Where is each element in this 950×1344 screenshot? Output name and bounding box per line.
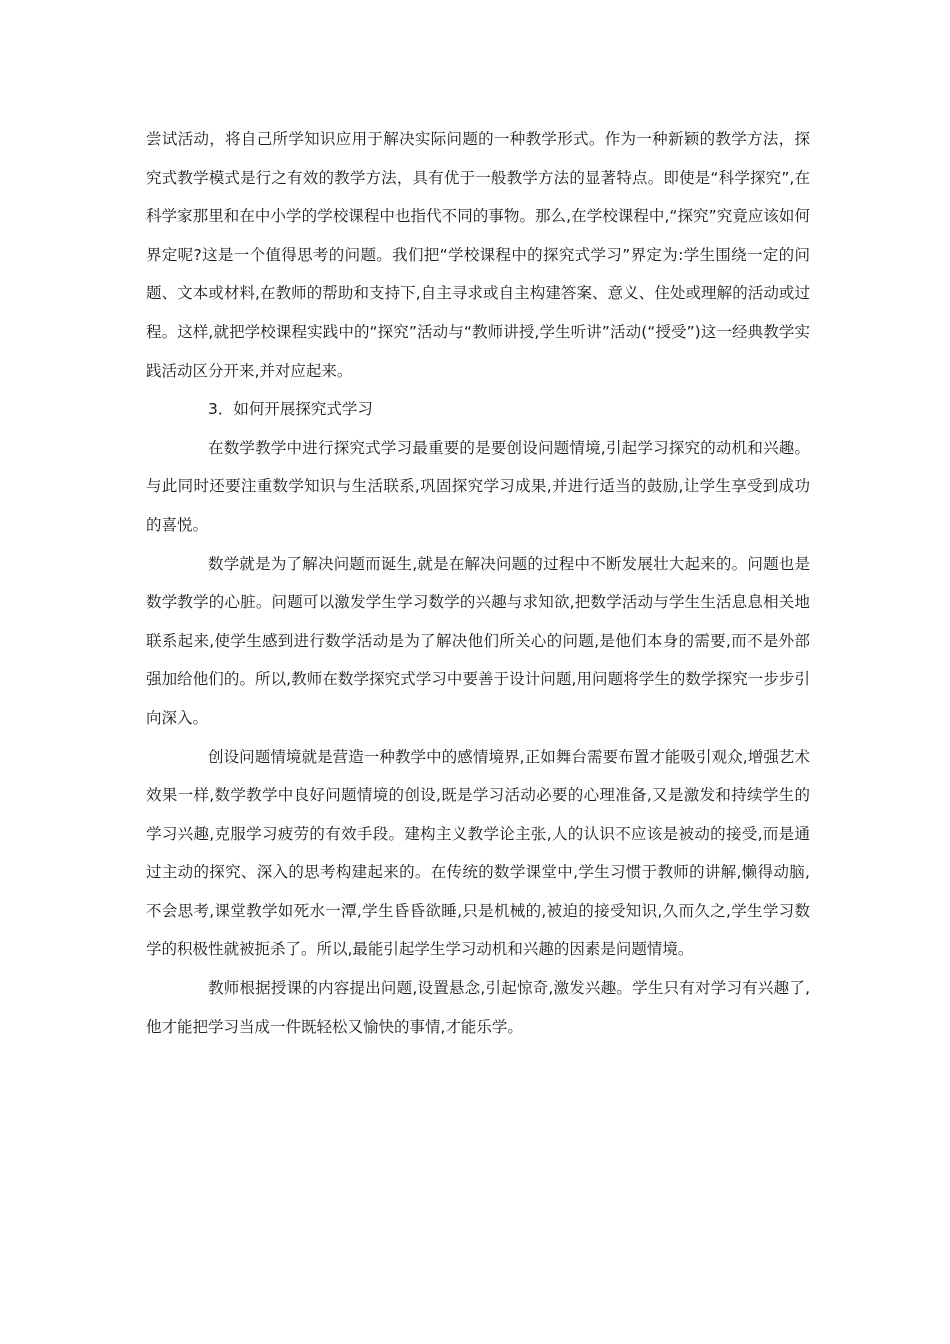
section-heading: 3．如何开展探究式学习 [208, 400, 373, 419]
paragraph: 在数学教学中进行探究式学习最重要的是要创设问题情境,引起学习探究的动机和兴趣。与此同时还要注重数学知识与生活联系,巩固探究学习成果,并进行适当的鼓励,让学生享受到成功的喜悦。 [146, 438, 810, 534]
paragraph: 创设问题情境就是营造一种教学中的感情境界,正如舞台需要布置才能吸引观众,增强艺术效果一样,数学教学中良好问题情境的创设,既是学习活动必要的心理准备,又是激发和持续学生的学习兴趣,克服学习疲劳的有效手段。建构主义教学论主张,人的认识不应该是被动的接受,而是通过主动的探究、深入的思考构建起来的。在传统的数学课堂中,学生习惯于教师的讲解,懒得动脑,不会思考,课堂教学如死水一潭,学生昏昏欲睡,只是机械的,被迫的接受知识,久而久之,学生学习数学的积极性就被扼杀了。所以,最能引起学生学习动机和兴趣的因素是问题情境。 [146, 747, 810, 959]
paragraph-continuation: 尝试活动，将自己所学知识应用于解决实际问题的一种教学形式。作为一种新颖的教学方法，探究式教学模式是行之有效的教学方法，具有优于一般教学方法的显著特点。即使是“科学探究”,在科学家那里和在中小学的学校课程中也指代不同的事物。那么,在学校课程中,“探究”究竟应该如何界定呢?这是一个值得思考的问题。我们把“学校课程中的探究式学习”界定为:学生围绕一定的问题、文本或材料,在教师的帮助和支持下,自主寻求或自主构建答案、意义、住处或理解的活动或过程。这样,就把学校课程实践中的“探究”活动与“教师讲授,学生听讲”活动(“授受”)这一经典教学实践活动区分开来,并对应起来。 [146, 130, 810, 380]
paragraph: 数学就是为了解决问题而诞生,就是在解决问题的过程中不断发展壮大起来的。问题也是数学教学的心脏。问题可以激发学生学习数学的兴趣与求知欲,把数学活动与学生生活息息相关地联系起来,使学生感到进行数学活动是为了解决他们所关心的问题,是他们本身的需要,而不是外部强加给他们的。所以,教师在数学探究式学习中要善于设计问题,用问题将学生的数学探究一步步引向深入。 [146, 554, 810, 727]
document-body [146, 120, 810, 1046]
paragraph: 教师根据授课的内容提出问题,设置悬念,引起惊奇,激发兴趣。学生只有对学习有兴趣了,他才能把学习当成一件既轻松又愉快的事情,才能乐学。 [146, 979, 810, 1036]
